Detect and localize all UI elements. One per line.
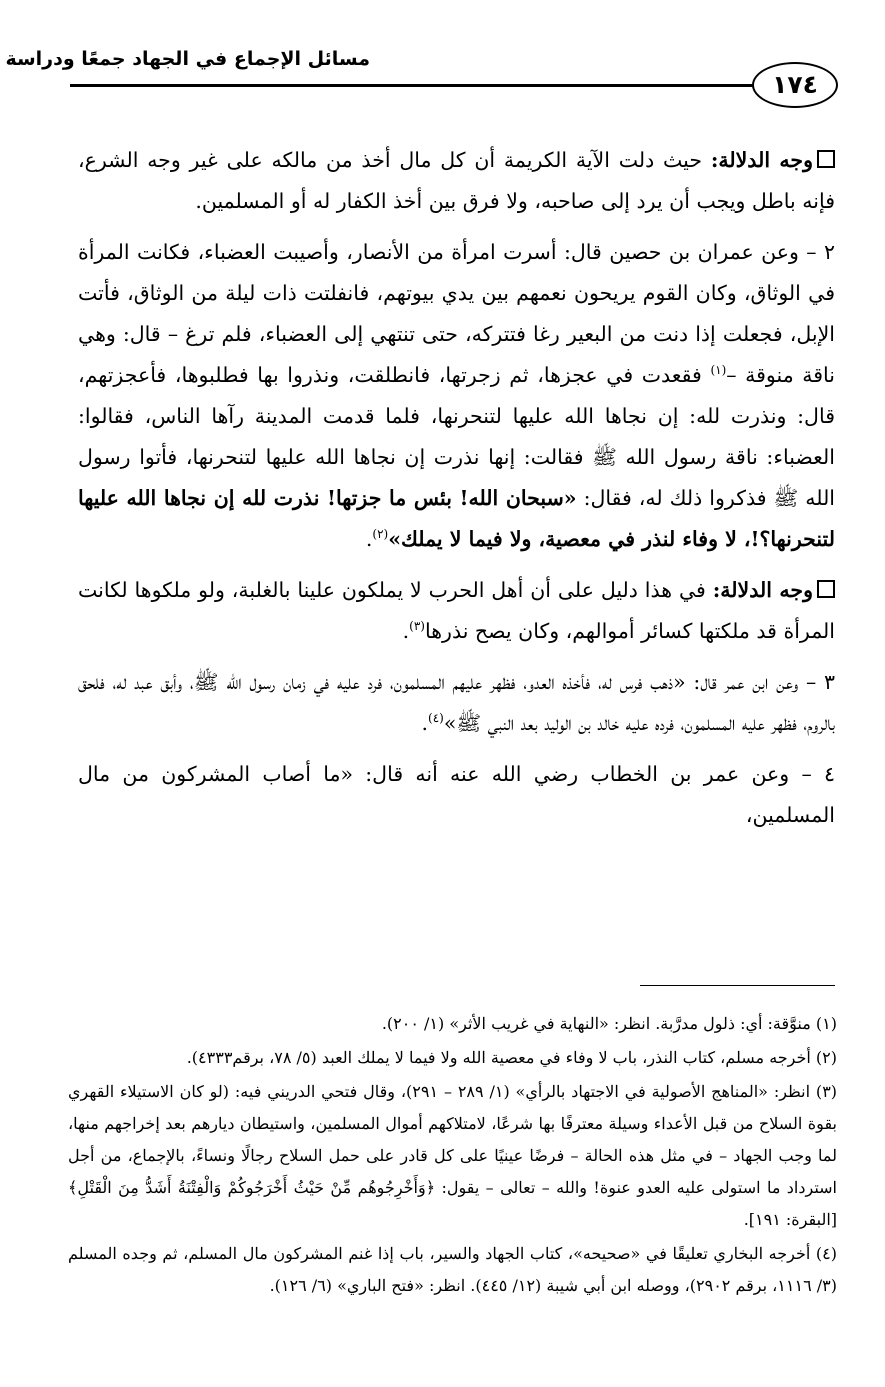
- footnote-2: (٢) أخرجه مسلم، كتاب النذر، باب لا وفاء في معصية الله ولا فيما لا يملك العبد (٥/ ٧٨، برقم٤٣٣٣).: [186, 1048, 837, 1067]
- hadith-quote: «سبحان الله! بئس ما جزتها! نذرت لله إن نجاها الله عليها لتنحرنها؟!، لا وفاء لنذر في معصية، ولا فيما لا يملك»: [78, 486, 835, 551]
- footnote-ref: (٤): [428, 711, 444, 726]
- hadith-text: فقعدت في عجزها، ثم زجرتها، فانطلقت، ونذروا بها فطلبوها، فأعجزتهم، قال: ونذرت لله: إن نجاها الله عليها لتنحرنها، فلما قدمت المدينة رآها الناس، فقالوا: العضباء: ناقة رسول الله ﷺ فقالت: إنها نذرت إن نجاها الله عليها لتنحرنها، فأتوا رسول الله ﷺ فذكروا ذلك له، فقال:: [78, 363, 836, 510]
- paragraph-evidence-2: [78, 570, 835, 652]
- evidence-label: وجه الدلالة:: [712, 578, 813, 602]
- period: .: [365, 527, 373, 551]
- evidence-label: وجه الدلالة:: [710, 148, 813, 172]
- period: .: [402, 619, 410, 643]
- hadith-text: ٢ – وعن عمران بن حصين قال: أسرت امرأة من الأنصار، وأصيبت العضباء، فكانت المرأة في الوثاق، وكان القوم يريحون نعمهم بين يدي بيوتهم، فانفلتت ذات ليلة من الوثاق، فأتت الإبل، فجعلت إذا دنت من البعير رغا فتتركه، حتى تنتهي إلى العضباء، فلم ترغ – قال: وهي ناقة منوقة –: [78, 240, 836, 387]
- footnote-ref: (٣): [409, 619, 425, 634]
- page-number: ١٧٤: [752, 62, 838, 108]
- paragraph-evidence-1: [78, 140, 835, 222]
- hadith-text: ٤ – وعن عمر بن الخطاب رضي الله عنه أنه قال: «ما أصاب المشركون من مال المسلمين،: [78, 762, 835, 827]
- footnote-separator: [640, 985, 835, 986]
- footnote-4: (٤) أخرجه البخاري تعليقًا في «صحيحه»، كتاب الجهاد والسير، باب إذا غنم المشركون مال المسلم، ثم وجده المسلم (٣/ ١١١٦، برقم ٢٩٠٢)، ووصله ابن أبي شيبة (١٢/ ٤٤٥). انظر: «فتح الباري» (٦/ ١٢٦).: [68, 1244, 837, 1295]
- square-bullet-icon: [817, 150, 835, 168]
- evidence-text: حيث دلت الآية الكريمة أن كل مال أخذ من مالكه على غير وجه الشرع، فإنه باطل ويجب أن يرد إلى صاحبه، ولا فرق بين أخذ الكفار له أو المسلمين.: [78, 148, 835, 213]
- footnote-ref: (٢): [372, 527, 389, 542]
- footnote-ref: (١): [710, 363, 727, 378]
- evidence-text: في هذا دليل على أن أهل الحرب لا يملكون علينا بالغلبة، ولو ملكوها لكانت المرأة قد ملكتها كسائر أموالهم، وكان يصح نذرها: [78, 578, 835, 643]
- main-text: [78, 140, 835, 846]
- square-bullet-icon: [817, 580, 835, 598]
- footnote-3: (٣) انظر: «المناهج الأصولية في الاجتهاد بالرأي» (١/ ٢٨٩ – ٢٩١)، وقال فتحي الدريني فيه: (لو كان الاستيلاء القهري بقوة السلاح من قبل الأعداء وسيلة معترفًا بها شرعًا، لامتلاكهم أموال المسلمين، واستيطان ديارهم بعد إخراجهم منها، لما وجب الجهاد – في مثل هذه الحالة – فرضًا عينيًا على كل قادر على حمل السلاح رجالًا ونساءً، بالإجماع، من أجل استرداد ما استولى عليه العدو عنوة! والله – تعالى – يقول: ﴿وَأَخْرِجُوهُم مِّنْ حَيْثُ أَخْرَجُوكُمْ وَالْفِتْنَةُ أَشَدُّ مِنَ الْقَتْلِ﴾ [البقرة: ١٩١].: [68, 1082, 838, 1229]
- paragraph-hadith-3: [78, 662, 835, 744]
- period: .: [421, 711, 429, 735]
- header-rule: [70, 84, 805, 87]
- paragraph-hadith-4: [78, 754, 835, 836]
- footnote-1: (١) منوَّقة: أي: ذلول مدرَّبة. انظر: «النهاية في غريب الأثر» (١/ ٢٠٠).: [381, 1014, 837, 1033]
- paragraph-hadith-2: [78, 232, 835, 560]
- hadith-text: ٣ – وعن ابن عمر قال: «ذهب فرس له، فأخذه العدو، فظهر عليهم المسلمون، فرد عليه في زمان رسول الله ﷺ، وأبق عبد له، فلحق بالروم، فظهر عليه المسلمون، فرده عليه خالد بن الوليد بعد النبي ﷺ»: [78, 670, 835, 735]
- footnotes: [68, 1008, 837, 1304]
- running-title: مسائل الإجماع في الجهاد جمعًا ودراسة: [5, 48, 370, 70]
